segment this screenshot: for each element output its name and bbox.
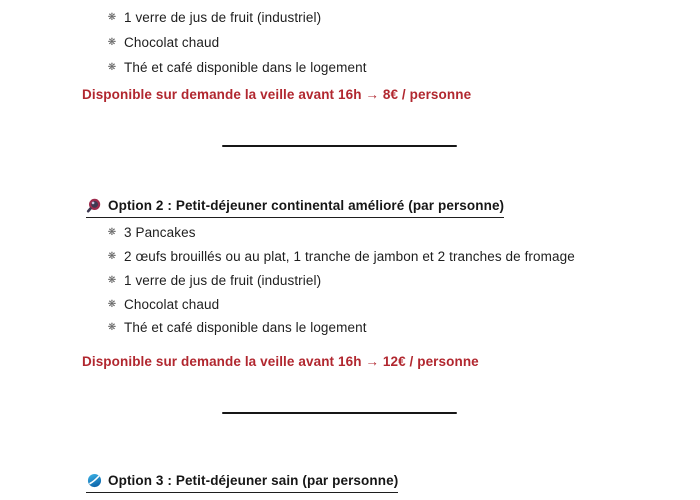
snowflake-bullet-icon: ❋ xyxy=(107,299,117,310)
list-item-text: 1 verre de jus de fruit (industriel) xyxy=(124,10,322,25)
list-item-text: 3 Pancakes xyxy=(124,225,196,240)
snowflake-bullet-icon: ❋ xyxy=(107,251,117,262)
horizontal-divider xyxy=(222,145,457,147)
snowflake-bullet-icon: ❋ xyxy=(107,227,117,238)
snowflake-bullet-icon: ❋ xyxy=(107,322,117,333)
list-item-text: 1 verre de jus de fruit (industriel) xyxy=(124,273,322,288)
list-item xyxy=(0,271,700,290)
list-item xyxy=(0,33,700,52)
list-item-text: Chocolat chaud xyxy=(124,297,220,312)
list-item xyxy=(0,247,700,266)
list-item-text: 2 œufs brouillés ou au plat, 1 tranche de jambon et 2 tranches de fromage xyxy=(124,249,575,264)
availability-note-option2: Disponible sur demande la veille avant 16h → 12€ / personne xyxy=(82,354,479,369)
option2-heading xyxy=(86,196,504,218)
snowflake-bullet-icon: ❋ xyxy=(107,62,117,73)
list-item-text: Chocolat chaud xyxy=(124,35,220,50)
option3-heading xyxy=(86,471,398,493)
list-item xyxy=(0,318,700,337)
blue-globe-icon xyxy=(86,473,102,489)
list-item xyxy=(0,295,700,314)
snowflake-bullet-icon: ❋ xyxy=(107,275,117,286)
magnifying-glass-icon xyxy=(86,198,102,214)
snowflake-bullet-icon: ❋ xyxy=(107,37,117,48)
option2-heading-text: Option 2 : Petit-déjeuner continental amélioré (par personne) xyxy=(108,198,505,213)
list-item xyxy=(0,58,700,77)
list-item xyxy=(0,223,700,242)
horizontal-divider xyxy=(222,412,457,414)
list-item xyxy=(0,8,700,27)
option3-heading-text: Option 3 : Petit-déjeuner sain (par personne) xyxy=(108,473,399,488)
availability-note-option1: Disponible sur demande la veille avant 16h → 8€ / personne xyxy=(82,87,472,102)
list-item-text: Thé et café disponible dans le logement xyxy=(124,320,367,335)
snowflake-bullet-icon: ❋ xyxy=(107,12,117,23)
list-item-text: Thé et café disponible dans le logement xyxy=(124,60,367,75)
